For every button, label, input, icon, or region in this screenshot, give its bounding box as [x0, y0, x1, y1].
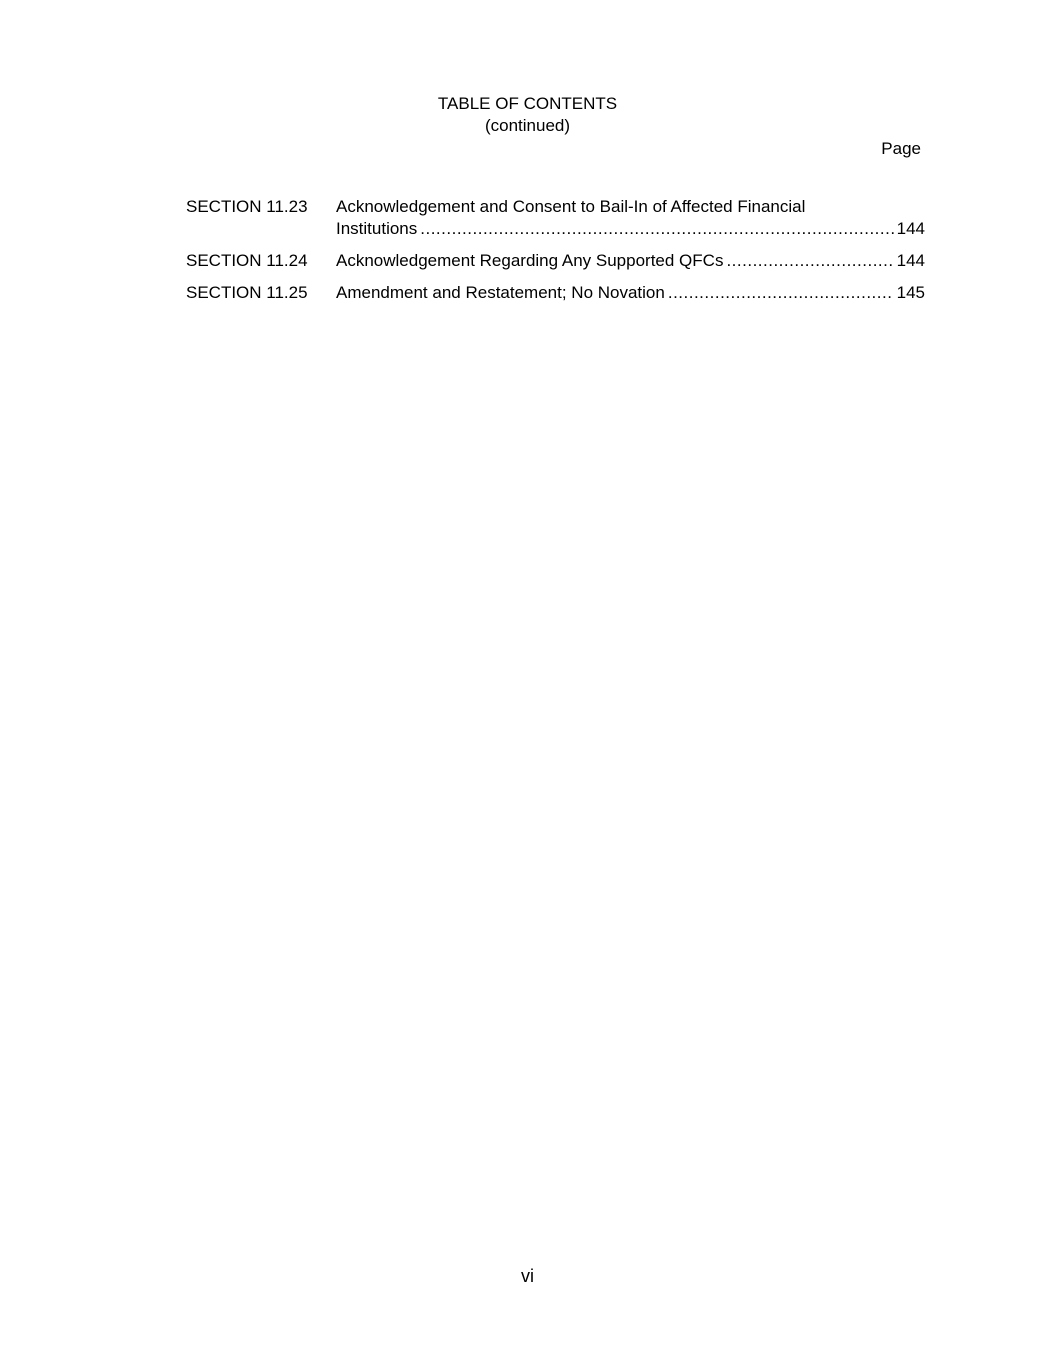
dot-leader [668, 282, 894, 304]
section-number: SECTION 11.24 [186, 251, 308, 270]
section-title-line2: Institutions [336, 219, 418, 238]
page-column-label: Page [881, 139, 921, 158]
toc-entry-body [336, 196, 925, 240]
section-number: SECTION 11.25 [186, 283, 308, 302]
section-title-leader-line [336, 282, 925, 304]
toc-subtitle: (continued) [484, 116, 571, 135]
page-number: 144 [896, 219, 925, 238]
toc-entry-body [336, 282, 925, 304]
page-number: 144 [896, 251, 925, 270]
page-footer-number: vi [521, 1266, 534, 1286]
page-number: 145 [896, 283, 925, 302]
toc-title: TABLE OF CONTENTS [437, 94, 618, 113]
section-title: Acknowledgement Regarding Any Supported QFCs [336, 251, 724, 270]
section-title-leader-line [336, 218, 925, 240]
section-title: Amendment and Restatement; No Novation [336, 283, 665, 302]
section-number: SECTION 11.23 [186, 197, 308, 216]
section-title-leader-line [336, 250, 925, 272]
section-title-line1: Acknowledgement and Consent to Bail-In of Affected Financial [336, 197, 806, 216]
dot-leader [726, 250, 893, 272]
toc-entry-body [336, 250, 925, 272]
dot-leader [420, 218, 893, 240]
